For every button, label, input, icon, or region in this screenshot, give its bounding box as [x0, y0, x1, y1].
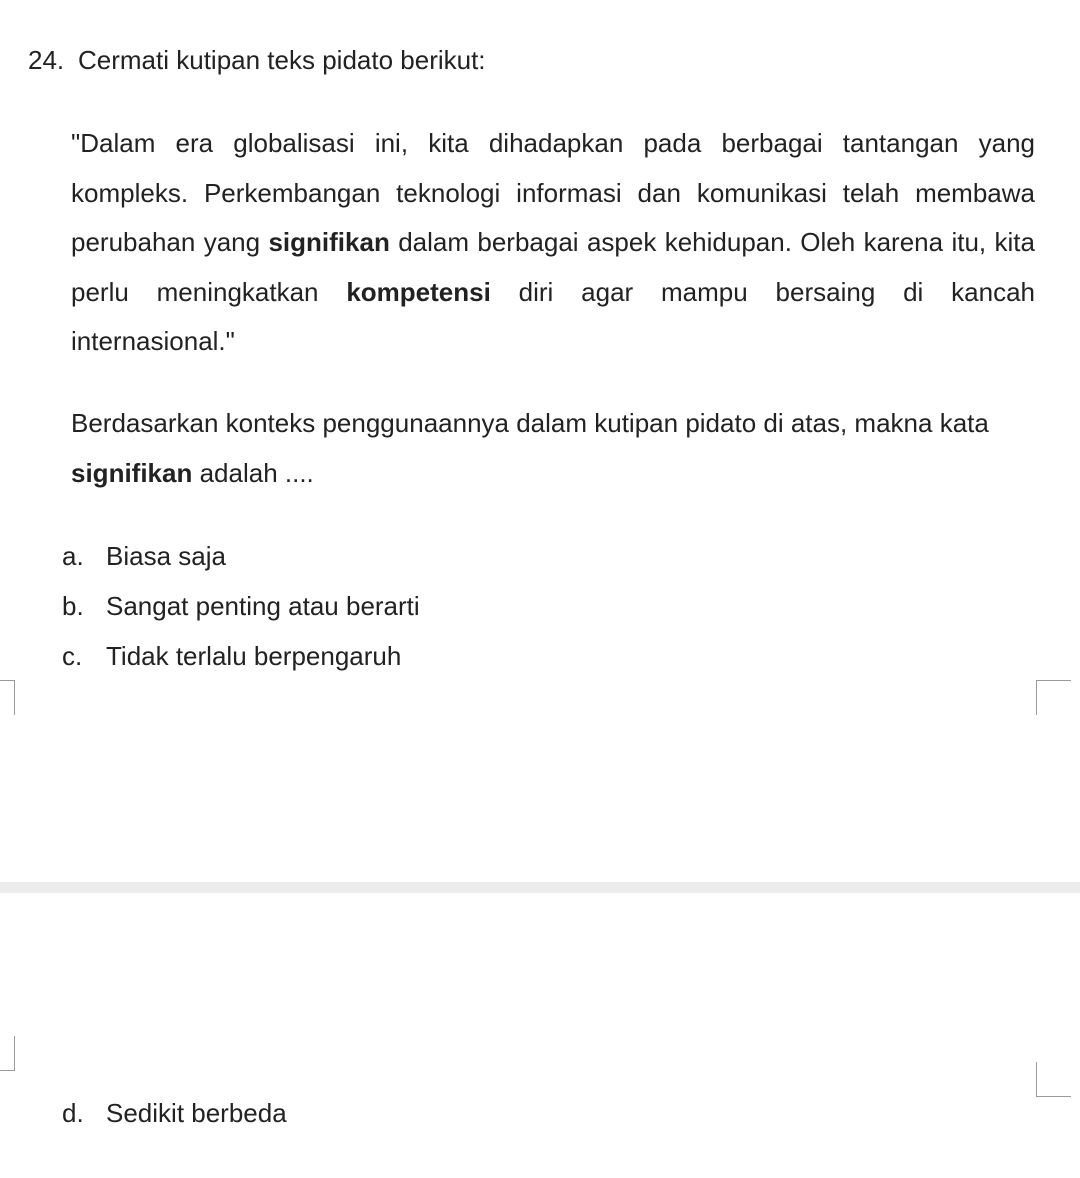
- speech-quote: [71, 119, 1035, 367]
- option-text: Sangat penting atau berarti: [106, 591, 420, 621]
- option-a[interactable]: [62, 538, 226, 574]
- question-ask: adalah ....: [192, 457, 314, 488]
- page-corner-mark: [1036, 1062, 1071, 1097]
- question-header: [28, 42, 486, 78]
- option-letter: b.: [62, 591, 84, 621]
- page-2: [0, 893, 1080, 1178]
- page-separator: [0, 882, 1080, 893]
- option-c[interactable]: [62, 638, 401, 674]
- option-letter: a.: [62, 541, 84, 571]
- page-corner-mark: [0, 680, 15, 715]
- quote-bold-word: kompetensi: [346, 276, 491, 307]
- option-b[interactable]: [62, 588, 420, 624]
- option-text: Biasa saja: [106, 541, 226, 571]
- quote-bold-word: signifikan: [268, 227, 390, 257]
- question-ask: Berdasarkan konteks penggunaannya dalam kutipan pidato di atas, makna kata: [71, 408, 989, 438]
- question-prompt: Cermati kutipan teks pidato berikut:: [78, 45, 486, 75]
- question-number: 24.: [28, 45, 65, 75]
- option-text: Tidak terlalu berpengaruh: [106, 641, 402, 671]
- option-d[interactable]: [62, 1095, 287, 1131]
- page-corner-mark: [1036, 680, 1071, 715]
- option-letter: d.: [62, 1098, 84, 1128]
- option-letter: c.: [62, 641, 83, 671]
- quote-text: dalam berbagai aspek kehidupan. Oleh karena itu, kita perlu meningkatkan: [71, 227, 1035, 307]
- quote-text: "Dalam era globalisasi ini, kita dihadapkan pada berbagai tantangan yang kompleks. Perkembangan teknologi informasi dan komunikasi telah membawa perubahan yang: [71, 128, 1035, 257]
- question-text: [71, 399, 1035, 498]
- question-bold-word: signifikan: [71, 457, 193, 488]
- page-corner-mark: [0, 1036, 15, 1071]
- option-text: Sedikit berbeda: [106, 1098, 287, 1128]
- quote-text: diri agar mampu bersaing di kancah internasional.": [71, 276, 1035, 356]
